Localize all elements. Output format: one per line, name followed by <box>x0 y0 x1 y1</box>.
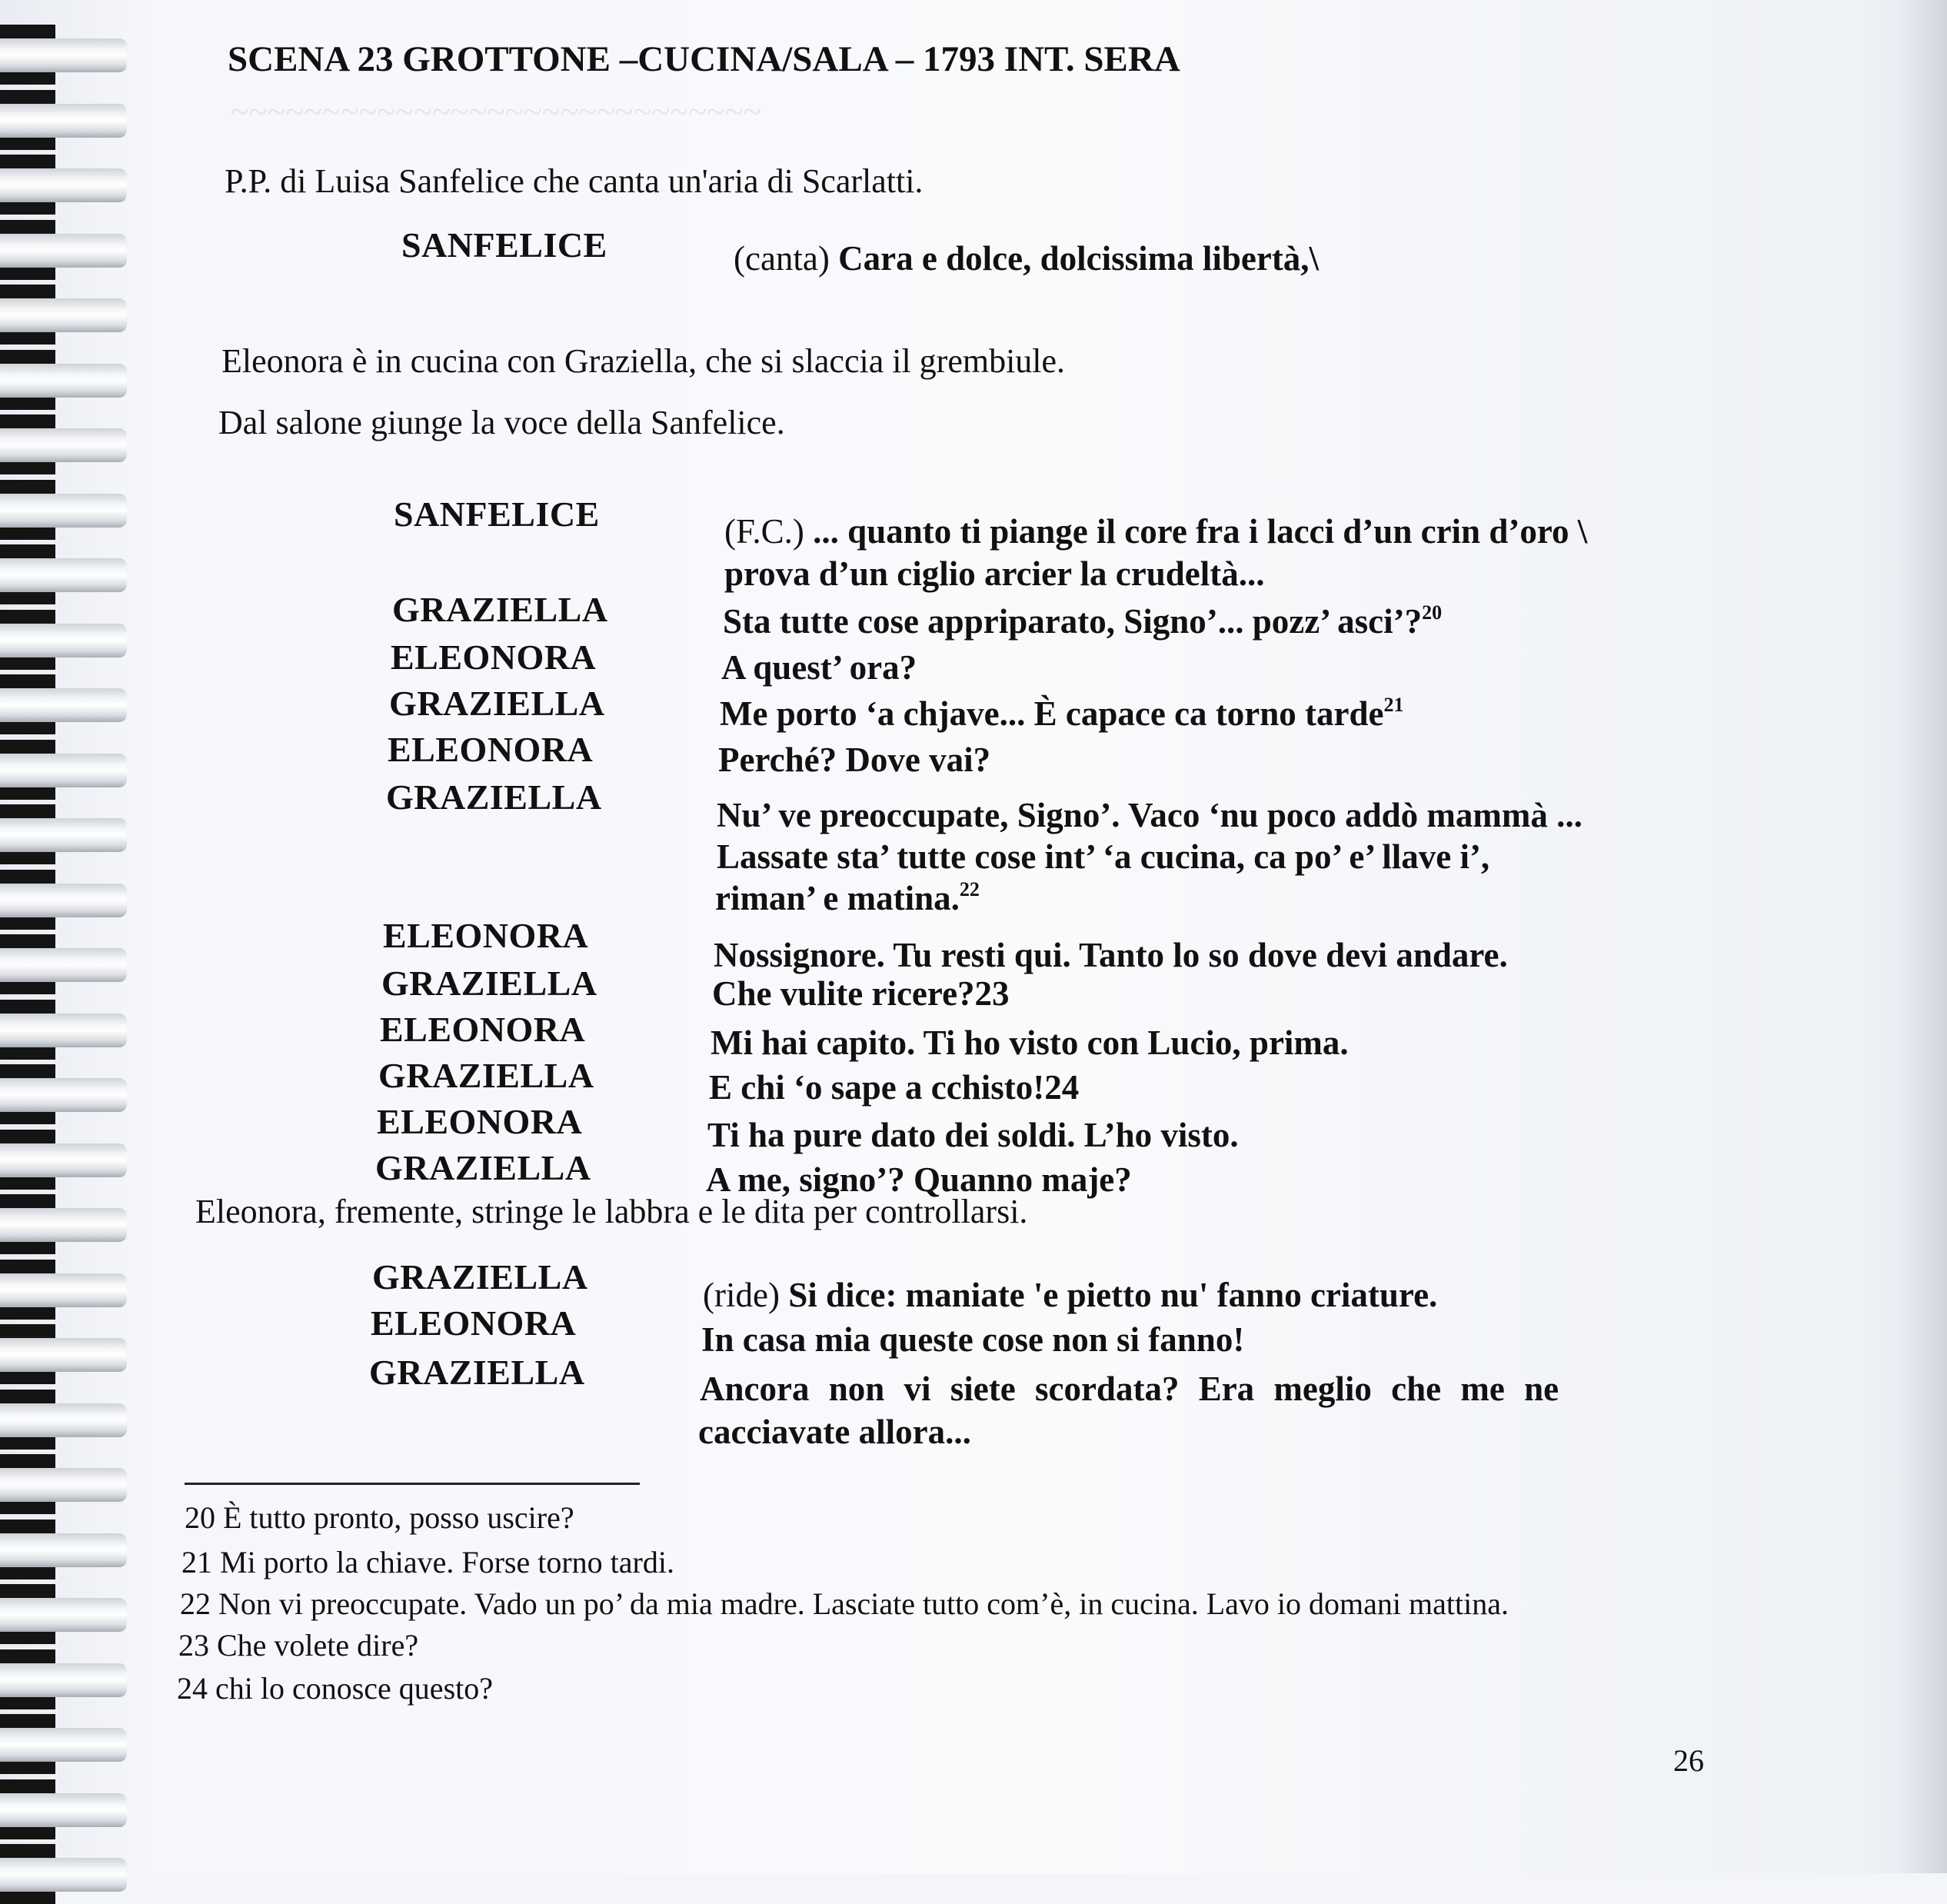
binding-ring <box>0 1598 127 1632</box>
parenthetical: (F.C.) <box>724 512 804 551</box>
character-name: ELEONORA <box>391 637 597 677</box>
dialogue-line: prova d’un ciglio arcier la crudeltà... <box>724 554 1265 593</box>
dialogue-line <box>715 878 980 918</box>
binding-ring <box>0 558 127 592</box>
character-name: ELEONORA <box>371 1303 577 1343</box>
dialogue-text: Cara e dolce, dolcissima libertà,\ <box>838 239 1320 278</box>
footnote: 22 Non vi preoccupate. Vado un po’ da mia madre. Lasciate tutto com’è, in cucina. Lavo io domani mattina. <box>180 1586 1509 1621</box>
scene-heading: SCENA 23 GROTTONE –CUCINA/SALA – 1793 INT. SERA <box>228 39 1180 79</box>
dialogue-line: Nossignore. Tu resti qui. Tanto lo so dove devi andare. <box>714 936 1508 974</box>
footnote: 23 Che volete dire? <box>178 1628 419 1663</box>
dialogue-line: Ti ha pure dato dei soldi. L’ho visto. <box>707 1116 1239 1154</box>
binding-ring <box>0 948 127 982</box>
dialogue-text: riman’ e matina. <box>715 879 960 917</box>
binding-ring <box>0 428 127 462</box>
character-name: SANFELICE <box>401 225 607 265</box>
dialogue-line: cacciavate allora... <box>698 1413 971 1451</box>
character-name: ELEONORA <box>377 1102 583 1141</box>
binding-ring <box>0 688 127 722</box>
footnote-ref: 20 <box>1422 601 1443 624</box>
binding-ring <box>0 1014 127 1047</box>
binding-ring <box>0 1208 127 1242</box>
action-line: Eleonora, fremente, stringe le labbra e le dita per controllarsi. <box>195 1193 1028 1230</box>
binding-ring <box>0 1078 127 1112</box>
binding-ring <box>0 884 127 917</box>
binding-ring <box>0 1793 127 1827</box>
parenthetical: (canta) <box>734 239 830 278</box>
dialogue-line <box>724 511 1587 551</box>
binding-ring <box>0 38 127 72</box>
dialogue-text: Si dice: maniate 'e pietto nu' fanno criature. <box>788 1276 1438 1314</box>
dialogue-line: Perché? Dove vai? <box>718 741 991 779</box>
action-line: P.P. di Luisa Sanfelice che canta un'aria di Scarlatti. <box>225 162 924 200</box>
bleed-through-text: ~~~~~~~~~~~~~~~~~~~~~~~~~~~~~ <box>231 93 762 131</box>
footnote: 24 chi lo conosce questo? <box>177 1671 493 1706</box>
dialogue-line: Ancora non vi siete scordata? Era meglio che me ne <box>700 1370 1559 1408</box>
character-name: GRAZIELLA <box>386 777 602 817</box>
action-line: Dal salone giunge la voce della Sanfelice. <box>218 404 785 441</box>
footnote-ref: 21 <box>1383 694 1404 716</box>
character-name: GRAZIELLA <box>378 1056 594 1095</box>
dialogue-line <box>720 694 1404 734</box>
binding-ring <box>0 298 127 332</box>
parenthetical: (ride) <box>703 1276 780 1314</box>
footnote: 20 È tutto pronto, posso uscire? <box>185 1500 574 1535</box>
binding-ring <box>0 234 127 268</box>
character-name: GRAZIELLA <box>369 1353 585 1392</box>
binding-ring <box>0 1858 127 1892</box>
dialogue-line <box>703 1275 1437 1315</box>
character-name: ELEONORA <box>388 730 594 769</box>
character-name: GRAZIELLA <box>392 590 608 629</box>
binding-ring <box>0 1143 127 1177</box>
dialogue-line: A me, signo’? Quanno maje? <box>706 1160 1132 1199</box>
binding-ring <box>0 104 127 138</box>
character-name: GRAZIELLA <box>375 1148 591 1187</box>
character-name: ELEONORA <box>380 1010 586 1049</box>
page-number: 26 <box>1673 1743 1704 1778</box>
character-name: GRAZIELLA <box>381 964 597 1003</box>
binding-ring <box>0 494 127 528</box>
dialogue-line: In casa mia queste cose non si fanno! <box>701 1320 1245 1359</box>
dialogue-text: ... quanto ti piange il core fra i lacci d’un crin d’oro \ <box>813 512 1588 551</box>
binding-ring <box>0 1403 127 1437</box>
binding-ring <box>0 754 127 787</box>
dialogue-text: Me porto ‘a chjave... È capace ca torno tarde <box>720 694 1384 733</box>
character-name: ELEONORA <box>383 916 589 955</box>
dialogue-line: Nu’ ve preoccupate, Signo’. Vaco ‘nu poco addò mammà ... <box>717 796 1583 834</box>
binding-ring <box>0 364 127 398</box>
footnote-ref: 22 <box>959 878 980 900</box>
binding-ring <box>0 624 127 657</box>
binding-ring <box>0 1728 127 1762</box>
character-name: GRAZIELLA <box>389 684 605 723</box>
character-name: SANFELICE <box>394 494 600 534</box>
dialogue-line: E chi ‘o sape a cchisto!24 <box>709 1068 1080 1107</box>
footnote: 21 Mi porto la chiave. Forse torno tardi. <box>181 1545 674 1579</box>
footnote-separator <box>185 1483 640 1485</box>
binding-ring <box>0 1663 127 1697</box>
action-line: Eleonora è in cucina con Graziella, che si slaccia il grembiule. <box>221 342 1066 380</box>
dialogue-line <box>734 238 1319 278</box>
binding-ring <box>0 168 127 202</box>
dialogue-text: Sta tutte cose appriparato, Signo’... pozz’ asci’? <box>723 602 1423 641</box>
spiral-binding <box>0 0 135 1873</box>
binding-ring <box>0 1468 127 1502</box>
dialogue-line: Mi hai capito. Ti ho visto con Lucio, prima. <box>711 1024 1349 1062</box>
dialogue-line <box>723 601 1442 641</box>
dialogue-line: A quest’ ora? <box>721 648 917 687</box>
binding-ring <box>0 818 127 852</box>
dialogue-line: Lassate sta’ tutte cose int’ ‘a cucina, ca po’ e’ llave i’, <box>717 837 1490 876</box>
page-edge-shadow <box>1901 0 1947 1873</box>
dialogue-line: Che vulite ricere?23 <box>712 974 1010 1013</box>
character-name: GRAZIELLA <box>372 1257 588 1297</box>
binding-ring <box>0 1273 127 1307</box>
binding-ring <box>0 1338 127 1372</box>
binding-ring <box>0 1533 127 1567</box>
